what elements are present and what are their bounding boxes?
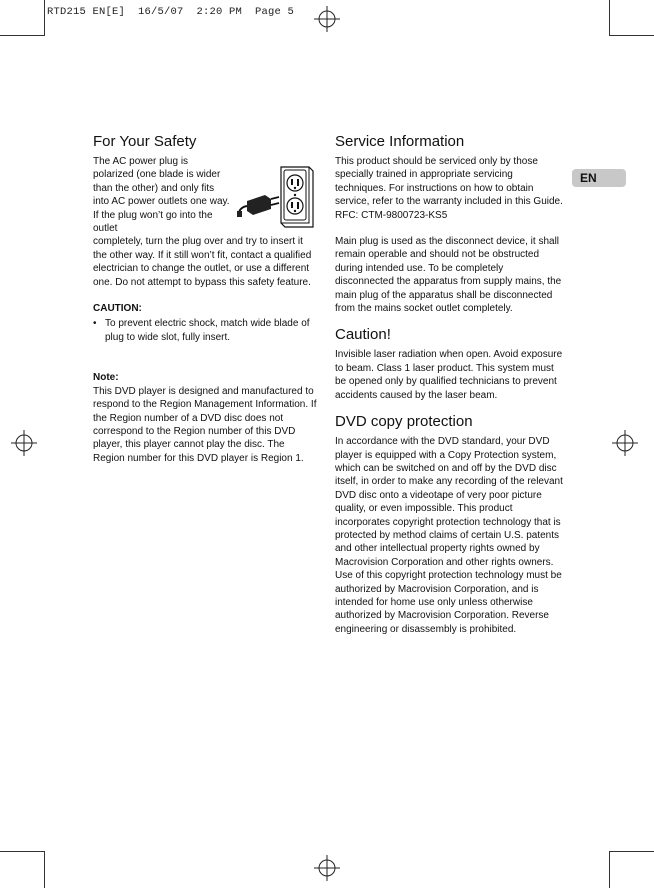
note-text: This DVD player is designed and manufactured to respond to the Region Management Information. If the Region number of a DVD disc does not correspond to the Region number of this DVD player, this player cannot play the disc. The Region number for this DVD player is Region 1. bbox=[93, 385, 317, 464]
print-header: RTD215 EN[E] 16/5/07 2:20 PM Page 5 bbox=[47, 6, 295, 18]
crop-mark-top-left-v bbox=[44, 0, 45, 36]
safety-text-wrapped: The AC power plug is polarized (one blade is wider than the other) and only fits into AC power outlets one way. If the plug won’t go into the outlet bbox=[93, 156, 230, 235]
caution-heading: Caution! bbox=[335, 326, 391, 344]
crop-mark-bottom-right-h bbox=[609, 851, 654, 852]
crop-mark-top-right-h bbox=[609, 35, 654, 36]
list-item: • To prevent electric shock, match wide blade of plug to wide slot, fully insert. bbox=[93, 317, 318, 344]
left-column bbox=[93, 132, 318, 465]
caution-list bbox=[93, 317, 318, 344]
crop-mark-bottom-left-v bbox=[44, 851, 45, 888]
safety-text-cont: completely, turn the plug over and try to insert it the other way. If it still won’t fit, contact a qualified electrician to change the outlet, or use a different one. Do not attempt to bypass this safety feature. bbox=[93, 236, 312, 288]
service-heading: Service Information bbox=[335, 133, 465, 150]
plug-outlet-icon bbox=[237, 165, 315, 231]
language-tab: EN bbox=[572, 169, 626, 187]
registration-mark-icon bbox=[612, 430, 638, 456]
note-label: Note: bbox=[93, 372, 119, 384]
dvd-text: In accordance with the DVD standard, your DVD player is equipped with a Copy Protection system, which can be switched on and off by the DVD disc itself, in order to make any recording of the relevant DVD disc onto a videotape of very poor picture quality, or even impossible. This product incorporates copyright protection technology that is protected by method claims of certain U.S. patents and other intellectual property rights owned by Macrovision Corporation and other rights owners. Use of this copyright protection technology must be authorized by Macrovision Corporation, and is intended for home use only unless otherwise authorized by Macrovision Corporation. Reverse engineering or disassembly is prohibited. bbox=[335, 436, 563, 635]
safety-intro bbox=[93, 155, 318, 235]
crop-mark-top-left-h bbox=[0, 35, 44, 36]
safety-heading: For Your Safety bbox=[93, 133, 197, 150]
service-text: This product should be serviced only by those specially trained in appropriate servicing techniques. For instructions on how to obtain service, refer to the warranty included in this Guide. RFC: CTM-9800723-KS5 bbox=[335, 156, 563, 221]
crop-mark-bottom-right-v bbox=[609, 851, 610, 888]
dvd-heading: DVD copy protection bbox=[335, 413, 473, 431]
right-column bbox=[335, 132, 563, 636]
registration-mark-icon bbox=[314, 6, 340, 32]
crop-mark-bottom-left-h bbox=[0, 851, 44, 852]
registration-mark-icon bbox=[11, 430, 37, 456]
mains-text: Main plug is used as the disconnect device, it shall remain operable and should not be obstructed during intended use. To be completely disconnected the apparatus from supply mains, the main plug of the apparatus shall be disconnected from the mains socket outlet completely. bbox=[335, 236, 562, 315]
caution-label: CAUTION: bbox=[93, 303, 142, 315]
caution-text: Invisible laser radiation when open. Avoid exposure to beam. Class 1 laser product. This system must be opened only by qualified technicians to prevent accidents caused by the laser beam. bbox=[335, 349, 563, 401]
crop-mark-top-right-v bbox=[609, 0, 610, 36]
registration-mark-icon bbox=[314, 855, 340, 881]
